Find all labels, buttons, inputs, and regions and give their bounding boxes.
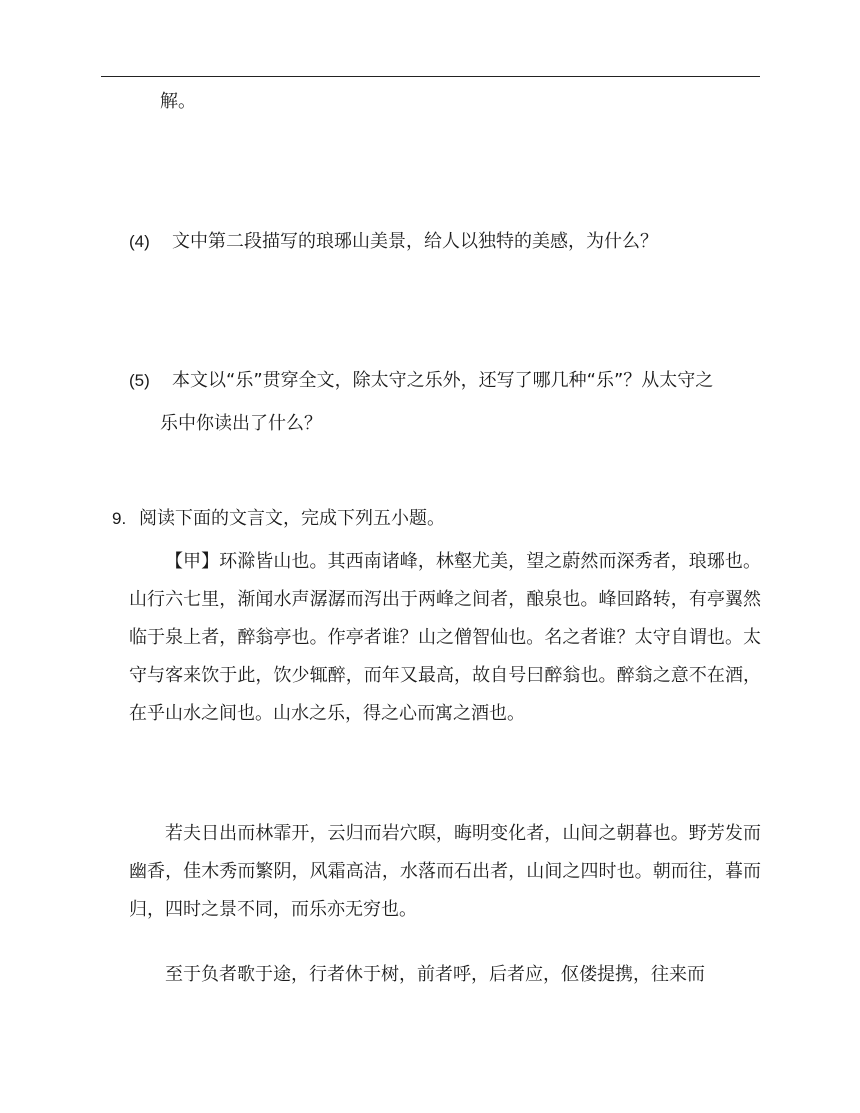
problem-9-instruction: 阅读下面的文言文，完成下列五小题。 — [139, 508, 445, 529]
passage-paragraph-1: 【甲】环滁皆山也。其西南诸峰，林壑尤美，望之蔚然而深秀者，琅琊也。山行六七里，渐闻水声潺潺而泻出于两峰之间者，酿泉也。峰回路转，有亭翼然临于泉上者，醉翁亭也。作亭者谁？山之僧智仙也。名之者谁？太守自谓也。太守与客来饮于此，饮少辄醉，而年又最高，故自号曰醉翁也。醉翁之意不在酒，在乎山水之间也。山水之乐，得之心而寓之酒也。 — [129, 551, 761, 724]
question-5-text-line2: 乐中你读出了什么？ — [160, 413, 322, 434]
question-5-text-line1: 本文以“乐”贯穿全文，除太守之乐外，还写了哪几种“乐”？从太守之 — [172, 370, 714, 391]
passage-paragraph-3: 至于负者歌于途，行者休于树，前者呼，后者应，伛偻提携，往来而 — [165, 964, 705, 985]
passage-paragraph-2: 若夫日出而林霏开，云归而岩穴暝，晦明变化者，山间之朝暮也。野芳发而幽香，佳木秀而繁阴，风霜高洁，水落而石出者，山间之四时也。朝而往，暮而归，四时之景不同，而乐亦无穷也。 — [129, 823, 761, 920]
header-rule — [101, 76, 760, 77]
question-5-number: (5) — [129, 371, 150, 390]
question-4-text: 文中第二段描写的琅琊山美景，给人以独特的美感，为什么？ — [172, 231, 658, 252]
question-4-number: (4) — [129, 232, 150, 251]
previous-answer-tail: 解。 — [160, 91, 196, 112]
problem-9-number: 9. — [112, 509, 127, 528]
